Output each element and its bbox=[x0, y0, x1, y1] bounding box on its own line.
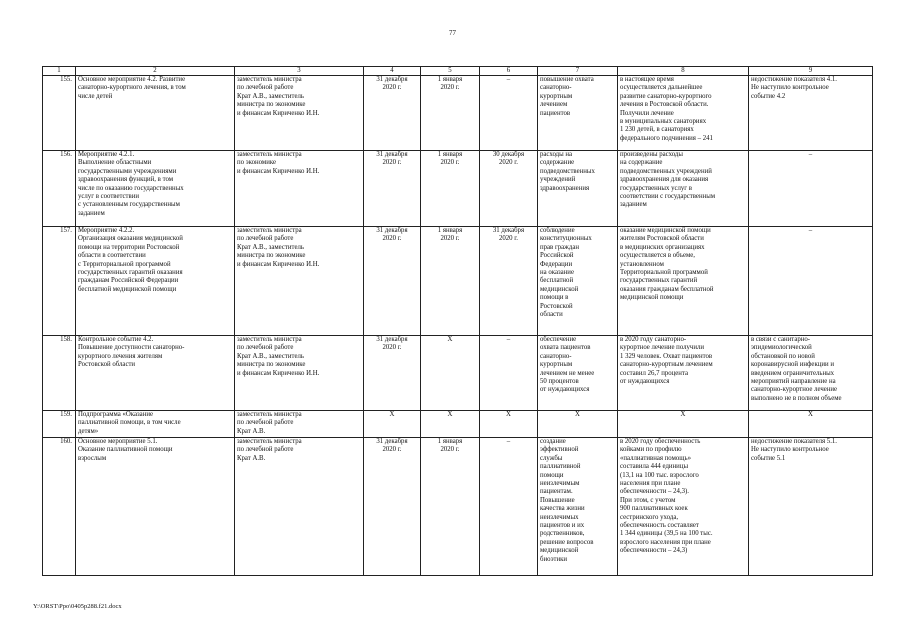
table-row bbox=[43, 151, 873, 227]
responsible-person: заместитель министра по лечебной работе Крат А.В., заместитель министра по экономике и финансам Кириченко И.Н. bbox=[235, 336, 364, 411]
expected-result: соблюдение конституционных прав граждан Российской Федерации на оказание бесплатной медицинской помощи в Ростовской области bbox=[538, 227, 618, 336]
planned-date: Х bbox=[364, 411, 421, 438]
column-number: 3 bbox=[235, 67, 364, 76]
event-name: Основное мероприятие 5.1. Оказание паллиативной помощи взрослым bbox=[76, 438, 235, 576]
actual-date: 1 января 2020 г. bbox=[421, 151, 480, 227]
row-number: 156. bbox=[43, 151, 76, 227]
planned-date: 31 декабря 2020 г. bbox=[364, 227, 421, 336]
completion-date: 31 декабря 2020 г. bbox=[480, 227, 538, 336]
table-row bbox=[43, 336, 873, 411]
deviation-reason: недостижение показателя 5.1. Не наступило контрольное событие 5.1 bbox=[749, 438, 873, 576]
column-number: 9 bbox=[749, 67, 873, 76]
completion-date: – bbox=[480, 336, 538, 411]
actual-date: Х bbox=[421, 336, 480, 411]
row-number: 159. bbox=[43, 411, 76, 438]
row-number: 155. bbox=[43, 76, 76, 151]
actual-result: Х bbox=[618, 411, 749, 438]
planned-date: 31 декабря 2020 г. bbox=[364, 151, 421, 227]
table-row bbox=[43, 411, 873, 438]
row-number: 157. bbox=[43, 227, 76, 336]
column-number-header bbox=[43, 67, 873, 76]
completion-date: Х bbox=[480, 411, 538, 438]
responsible-person: заместитель министра по лечебной работе Крат А.В. bbox=[235, 411, 364, 438]
actual-date: 1 января 2020 г. bbox=[421, 438, 480, 576]
column-number: 5 bbox=[421, 67, 480, 76]
event-name: Основное мероприятие 4.2. Развитие санаторно-курортного лечения, в том числе детей bbox=[76, 76, 235, 151]
event-name: Мероприятие 4.2.2. Организация оказания медицинской помощи на территории Ростовской области в соответствии с Территориальной программой государственных гарантий оказания гражданам Российской Федерации бесплатной медицинской помощи bbox=[76, 227, 235, 336]
completion-date: – bbox=[480, 76, 538, 151]
actual-date: 1 января 2020 г. bbox=[421, 76, 480, 151]
actual-date: Х bbox=[421, 411, 480, 438]
event-name: Контрольное событие 4.2. Повышение доступности санаторно- курортного лечения жителям Ростовской области bbox=[76, 336, 235, 411]
expected-result: обеспечение охвата пациентов санаторно- курортным лечением не менее 50 процентов от нуждающихся bbox=[538, 336, 618, 411]
expected-result: повышение охвата санаторно- курортным лечением пациентов bbox=[538, 76, 618, 151]
actual-date: 1 января 2020 г. bbox=[421, 227, 480, 336]
row-number: 158. bbox=[43, 336, 76, 411]
expected-result: создание эффективной службы паллиативной помощи неизлечимым пациентам. Повышение качества жизни неизлечимых пациентов и их родственников, решение вопросов медицинской биоэтики bbox=[538, 438, 618, 576]
actual-result: в 2020 году обеспеченность койками по профилю «паллиативная помощь» составила 444 единицы (13,1 на 100 тыс. взрослого населения при плане обеспеченности – 24,3). При этом, с учетом 900 паллиативных коек сестринского ухода, обеспеченность составляет 1 344 единицы (39,5 на 100 тыс. взрослого населения при плане обеспеченности – 24,3) bbox=[618, 438, 749, 576]
expected-result: Х bbox=[538, 411, 618, 438]
page-number: 77 bbox=[449, 29, 456, 37]
deviation-reason: в связи с санитарно- эпидемиологической обстановкой по новой коронавирусной инфекции и введением ограничительных мероприятий направление на санаторно-курортное лечение выполнено не в полном объеме bbox=[749, 336, 873, 411]
row-number: 160. bbox=[43, 438, 76, 576]
footer-file-path: Y:\ORST\Ppo\0405p288.f21.docx bbox=[33, 603, 122, 610]
table-row bbox=[43, 76, 873, 151]
responsible-person: заместитель министра по лечебной работе Крат А.В., заместитель министра по экономике и финансам Кириченко И.Н. bbox=[235, 76, 364, 151]
column-number: 7 bbox=[538, 67, 618, 76]
planned-date: 31 декабря 2020 г. bbox=[364, 336, 421, 411]
actual-result: оказание медицинской помощи жителям Ростовской области в медицинских организациях осуществляется в объеме, установленном Территориальной программой государственных гарантий оказания гражданам бесплатной медицинской помощи bbox=[618, 227, 749, 336]
responsible-person: заместитель министра по экономике и финансам Кириченко И.Н. bbox=[235, 151, 364, 227]
completion-date: – bbox=[480, 438, 538, 576]
table-row bbox=[43, 227, 873, 336]
expected-result: расходы на содержание подведомственных учреждений здравоохранения bbox=[538, 151, 618, 227]
column-number: 4 bbox=[364, 67, 421, 76]
column-number: 8 bbox=[618, 67, 749, 76]
column-number: 1 bbox=[43, 67, 76, 76]
deviation-reason: – bbox=[749, 151, 873, 227]
column-number: 2 bbox=[76, 67, 235, 76]
completion-date: 30 декабря 2020 г. bbox=[480, 151, 538, 227]
event-name: Мероприятие 4.2.1. Выполнение областными государственными учреждениями здравоохранения функций, в том числе по оказанию государственных услуг в соответствии с установленным государственным заданием bbox=[76, 151, 235, 227]
event-name: Подпрограмма «Оказание паллиативной помощи, в том числе детям» bbox=[76, 411, 235, 438]
actual-result: в 2020 году санаторно- курортное лечение получили 1 329 человек. Охват пациентов санаторно-курортным лечением составил 26,7 процента от нуждающихся bbox=[618, 336, 749, 411]
planned-date: 31 декабря 2020 г. bbox=[364, 76, 421, 151]
column-number: 6 bbox=[480, 67, 538, 76]
deviation-reason: Х bbox=[749, 411, 873, 438]
report-table bbox=[42, 66, 873, 576]
actual-result: в настоящее время осуществляется дальнейшее развитие санаторно-курортного лечения в Ростовской области. Получили лечение в муниципальных санаториях 1 230 детей, в санаториях федерального подчинения – 241 bbox=[618, 76, 749, 151]
deviation-reason: недостижение показателя 4.1. Не наступило контрольное событие 4.2 bbox=[749, 76, 873, 151]
table-row bbox=[43, 438, 873, 576]
deviation-reason: – bbox=[749, 227, 873, 336]
actual-result: произведены расходы на содержание подведомственных учреждений здравоохранения для оказания государственных услуг в соответствии с государственным заданием bbox=[618, 151, 749, 227]
responsible-person: заместитель министра по лечебной работе Крат А.В. bbox=[235, 438, 364, 576]
responsible-person: заместитель министра по лечебной работе Крат А.В., заместитель министра по экономике и финансам Кириченко И.Н. bbox=[235, 227, 364, 336]
planned-date: 31 декабря 2020 г. bbox=[364, 438, 421, 576]
